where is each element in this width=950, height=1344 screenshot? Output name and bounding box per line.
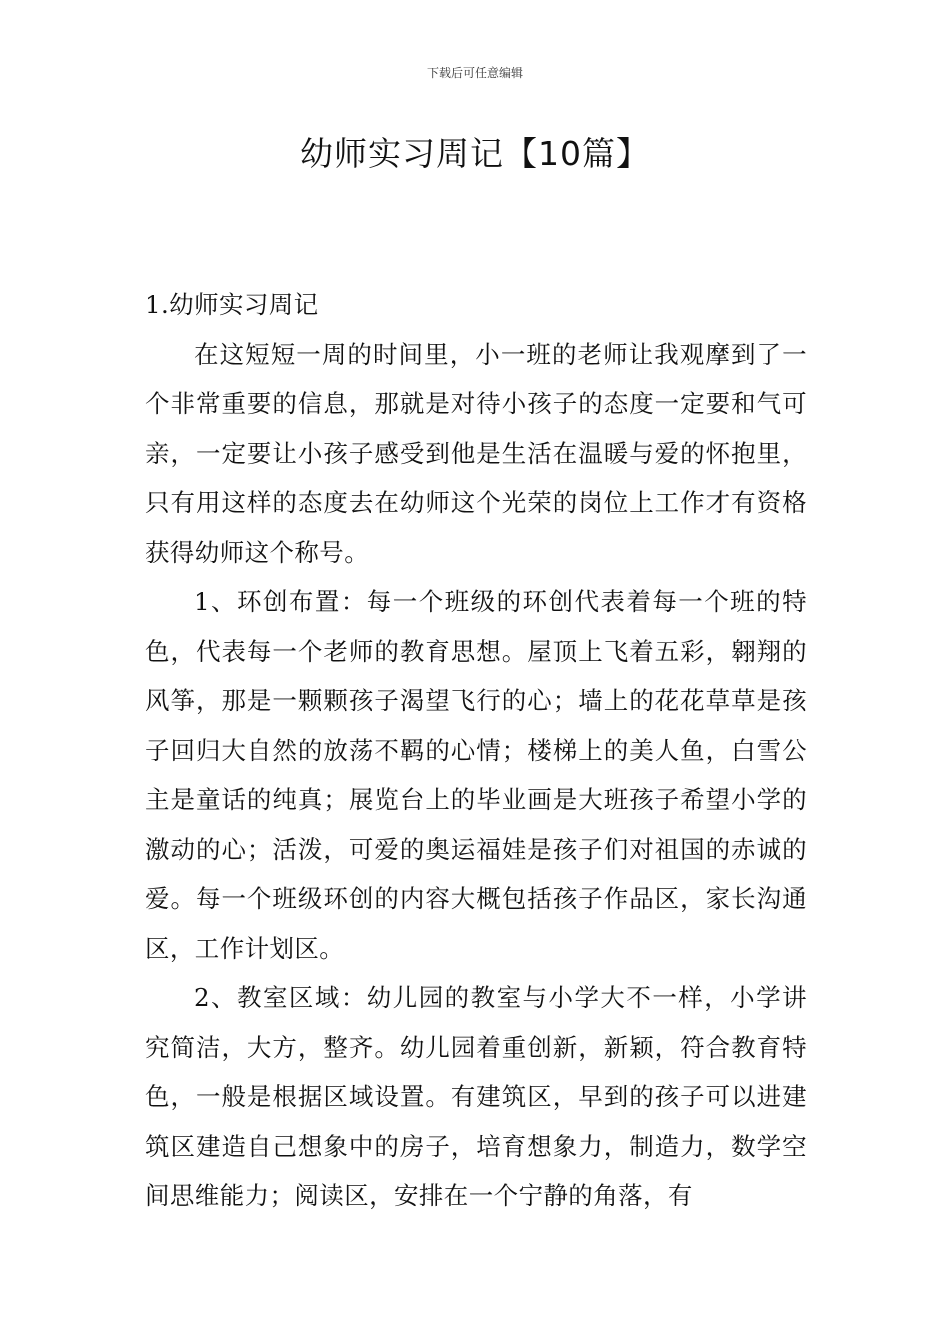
paragraph-classroom-areas: 2、教室区域：幼儿园的教室与小学大不一样，小学讲究简洁，大方，整齐。幼儿园着重创新，新颖，符合教育特色，一般是根据区域设置。有建筑区，早到的孩子可以进建筑区建造自己想象中的房子，培育想象力，制造力，数学空间思维能力；阅读区，安排在一个宁静的角落，有: [145, 983, 807, 1210]
document-title: 幼师实习周记【10篇】: [300, 134, 650, 173]
paragraph-environment-layout: 1、环创布置：每一个班级的环创代表着每一个班的特色，代表每一个老师的教育思想。屋顶上飞着五彩，翱翔的风筝，那是一颗颗孩子渴望飞行的心；墙上的花花草草是孩子回归大自然的放荡不羁的心情；楼梯上的美人鱼，白雪公主是童话的纯真；展览台上的毕业画是大班孩子希望小学的激动的心；活泼，可爱的奥运福娃是孩子们对祖国的赤诚的爱。每一个班级环创的内容大概包括孩子作品区，家长沟通区，工作计划区。: [145, 587, 807, 963]
header-note: 下载后可任意编辑: [426, 66, 523, 80]
document-body: [145, 280, 807, 1221]
paragraph-intro: 在这短短一周的时间里，小一班的老师让我观摩到了一个非常重要的信息，那就是对待小孩子的态度一定要和气可亲，一定要让小孩子感受到他是生活在温暖与爱的怀抱里，只有用这样的态度去在幼师这个光荣的岗位上工作才有资格获得幼师这个称号。: [145, 339, 807, 567]
section-heading: 1.幼师实习周记: [145, 290, 319, 319]
